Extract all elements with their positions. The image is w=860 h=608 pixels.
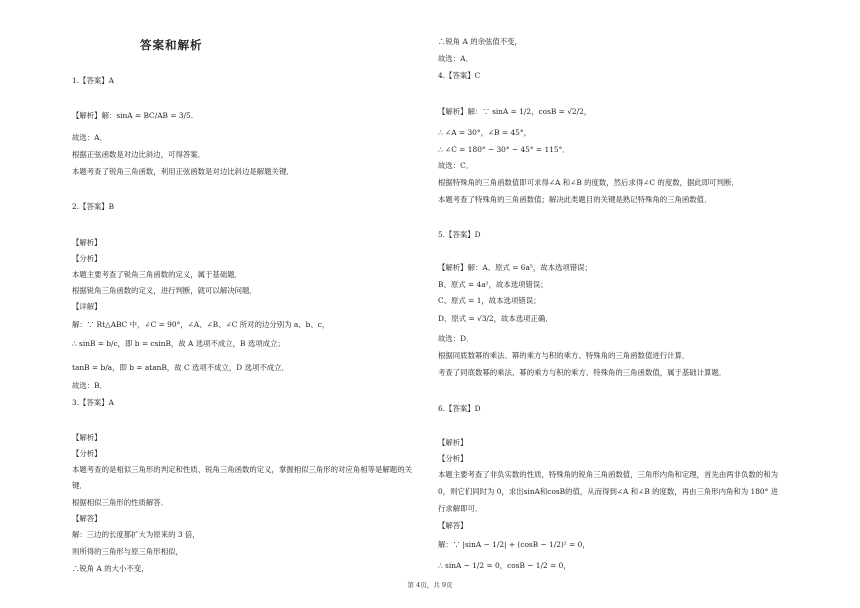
- right-column-line: 故选：D．: [438, 334, 474, 343]
- left-column-line: 3.【答案】A: [72, 398, 114, 407]
- right-column-line: ∴锐角 A 的余弦值不变，: [438, 37, 522, 46]
- left-column-line: 则所得的三角形与原三角形相似，: [72, 547, 183, 556]
- left-column-line: tanB = b/a，即 b = atanB，故 C 选项不成立，D 选项不成立．: [72, 363, 289, 372]
- left-column-line: 根据相似三角形的性质解答．: [72, 498, 169, 507]
- left-column-line: 【解析】解：sinA = BC/AB = 3/5.: [72, 111, 194, 120]
- right-column-line: D、原式 = √3/2，故本选项正确．: [438, 314, 553, 323]
- left-column-line: 【解析】: [72, 433, 102, 442]
- left-column-line: 键．: [72, 481, 87, 490]
- right-column-line: ∴ ∠C = 180° − 30° − 45° = 115°．: [438, 145, 570, 154]
- left-column-line: 【分析】: [72, 254, 102, 263]
- right-column-line: 6.【答案】D: [438, 404, 481, 413]
- page-footer: 第 4页，共 9页: [407, 581, 453, 589]
- right-column-line: 根据特殊角的三角函数值即可求得∠A 和∠B 的度数，然后求得∠C 的度数，据此即可判断．: [438, 178, 739, 187]
- left-column-line: 解：∵ Rt△ABC 中，∠C = 90°，∠A、∠B、∠C 所对的边分别为 a、b、c，: [72, 320, 330, 329]
- left-column-line: 本题考查了锐角三角函数，利用正弦函数是对边比斜边是解题关键．: [72, 167, 294, 176]
- left-column-line: 本题主要考查了锐角三角函数的定义，属于基础题．: [72, 270, 242, 279]
- right-column-line: 【分析】: [438, 454, 468, 463]
- left-column-line: 1.【答案】A: [72, 76, 114, 85]
- left-column-line: 2.【答案】B: [72, 202, 115, 211]
- right-column-line: 考查了同底数幂的乘法、幂的乘方与积的乘方、特殊角的三角函数值，属于基础计算题．: [438, 368, 727, 377]
- right-column-line: 【解析】解：A、原式 = 6a⁵，故本选项错误；: [438, 263, 592, 272]
- right-column-line: C、原式 = 1，故本选项错误；: [438, 296, 541, 305]
- right-column-line: 本题主要考查了非负实数的性质，特殊角的锐角三角函数值，三角形内角和定理，首先由两非负数的和为: [438, 470, 778, 479]
- right-column-line: 本题考查了特殊角的三角函数值；解决此类题目的关键是熟记特殊角的三角函数值．: [438, 195, 712, 204]
- right-column-line: ∴ sinA − 1/2 = 0，cosB − 1/2 = 0，: [438, 561, 571, 570]
- left-column-line: 本题考查的是相似三角形的判定和性质、锐角三角函数的定义，掌握相似三角形的对应角相等是解题的关: [72, 465, 412, 474]
- right-column-line: 解：∵ |sinA − 1/2| + (cosB − 1/2)² = 0，: [438, 540, 590, 549]
- left-column-line: ∴ sinB = b/c，即 b = csinB，故 A 选项不成立，B 选项成立；: [72, 339, 285, 348]
- left-column-line: 故选：A．: [72, 133, 107, 142]
- left-column-line: 根据正弦函数是对边比斜边，可得答案．: [72, 150, 206, 159]
- right-column-line: 故选：A．: [438, 54, 473, 63]
- right-column-line: 根据同底数幂的乘法、幂的乘方与积的乘方、特殊角的三角函数值进行计算．: [438, 351, 690, 360]
- right-column-line: 行求解即可．: [438, 504, 483, 513]
- right-column-line: 故选：C．: [438, 161, 474, 170]
- right-column-line: 0，则它们同时为 0，求出sinA和cosB的值，从而得到∠A 和∠B 的度数，再由三角形内角和为 180° 进: [438, 487, 779, 496]
- left-column-line: 【详解】: [72, 302, 102, 311]
- right-column-line: 【解答】: [438, 521, 468, 530]
- left-column-line: 【解答】: [72, 514, 102, 523]
- right-column-line: B、原式 = 4a²，故本选项错误；: [438, 280, 548, 289]
- right-column-line: 【解析】: [438, 438, 468, 447]
- left-column-line: 【解析】: [72, 238, 102, 247]
- right-column-line: 5.【答案】D: [438, 230, 481, 239]
- right-column-line: ∴ ∠A = 30°，∠B = 45°，: [438, 128, 531, 137]
- left-column-line: 故选：B．: [72, 381, 107, 390]
- left-column-line: 根据锐角三角函数的定义，进行判断，就可以解决问题．: [72, 286, 257, 295]
- right-column-line: 4.【答案】C: [438, 71, 481, 80]
- left-column-line: 解：三边的长度都扩大为原来的 3 倍，: [72, 530, 200, 539]
- left-column-line: ∴锐角 A 的大小不变，: [72, 564, 149, 573]
- left-column-line: 【分析】: [72, 449, 102, 458]
- page-title: 答案和解析: [140, 38, 203, 52]
- right-column-line: 【解析】解：∵ sinA = 1/2，cosB = √2/2，: [438, 107, 592, 116]
